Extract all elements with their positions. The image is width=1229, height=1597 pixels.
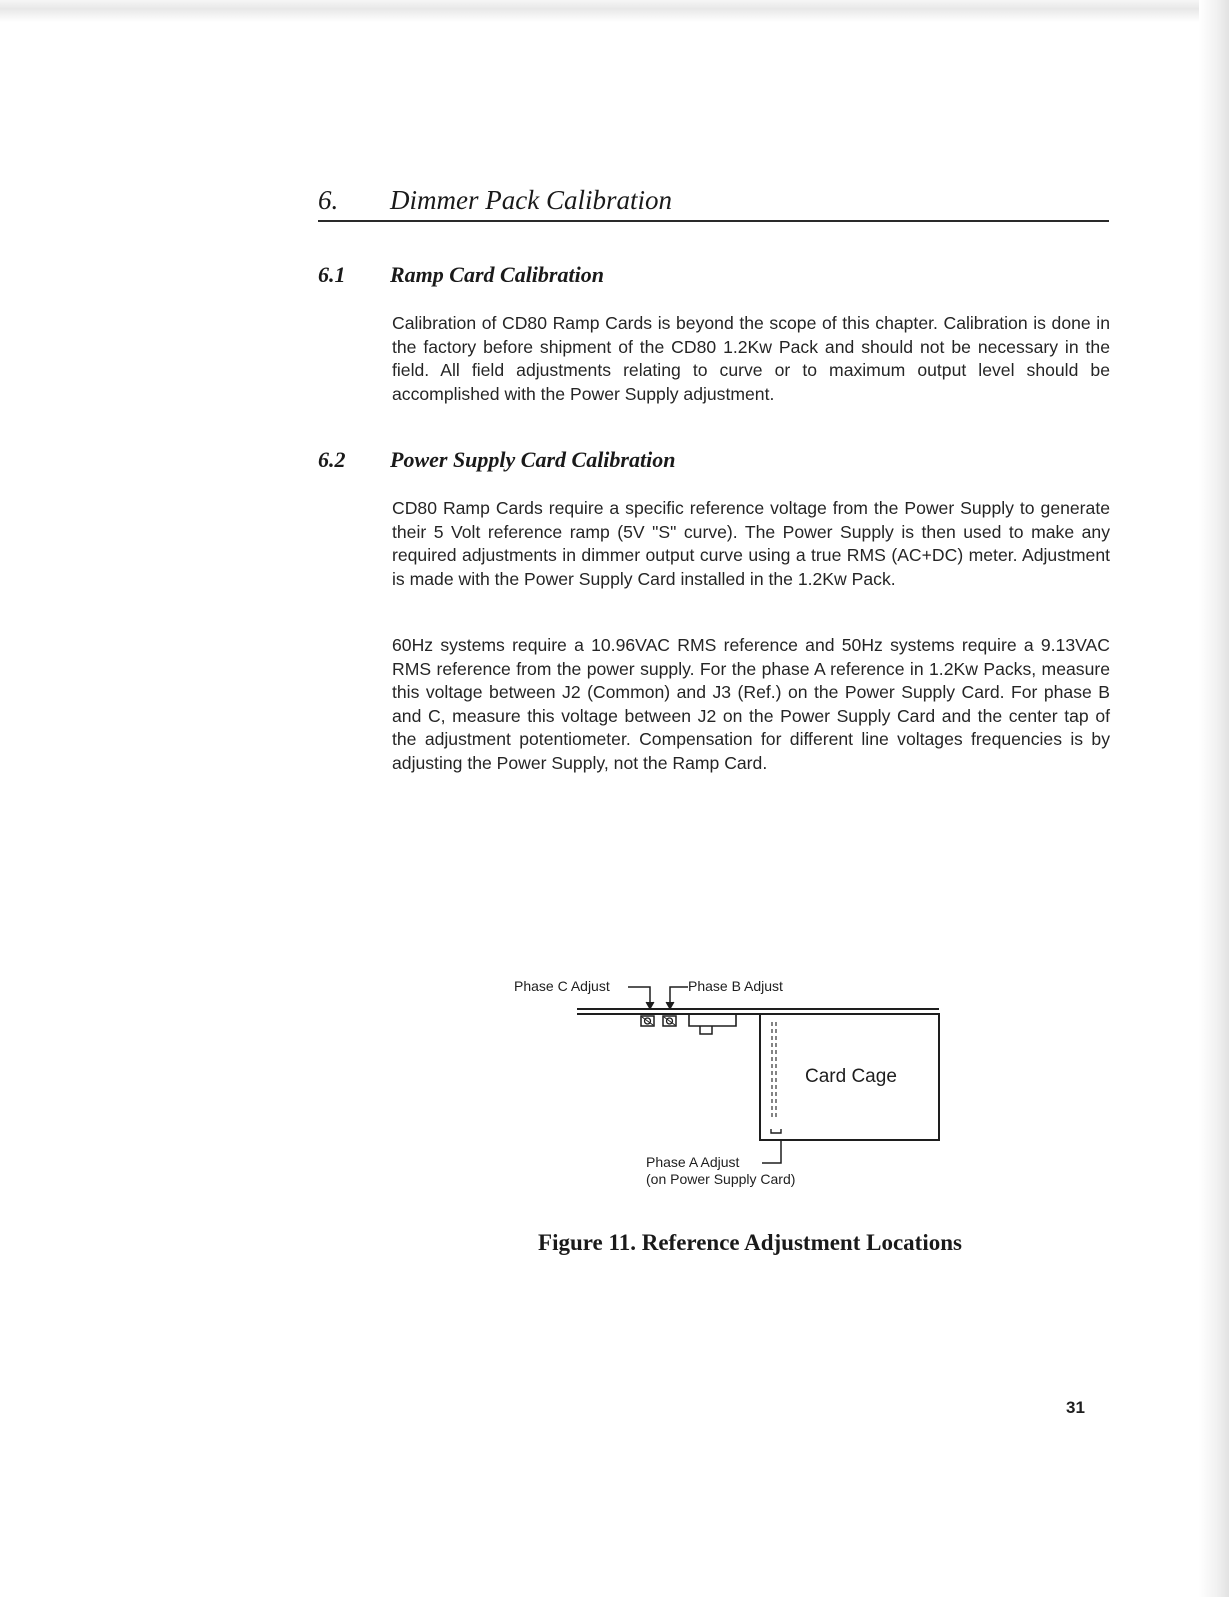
arrow-phase-b [666, 1002, 674, 1009]
figure-caption: Figure 11. Reference Adjustment Locations [538, 1230, 962, 1255]
paragraph-power-supply-1: CD80 Ramp Cards require a specific reference voltage from the Power Supply to generate their 5 Volt reference ramp (5V "S" curve). The Power Supply is then used to make any required adjustments in dimmer output curve using a true RMS (AC+DC) meter. Adjustment is made with the Power Supply Card installed in the 1.2Kw Pack. [392, 498, 1110, 589]
paragraph-power-supply-2: 60Hz systems require a 10.96VAC RMS reference and 50Hz systems require a 9.13VAC RMS reference from the power supply. For the phase A reference in 1.2Kw Packs, measure this voltage between J2 (Common) and J3 (Ref.) on the Power Supply Card. For phase B and C, measure this voltage between J2 on the Power Supply Card and the center tap of the adjustment potentiometer. Compensation for different line voltages frequencies is by adjusting the Power Supply, not the Ramp Card. [392, 635, 1110, 773]
label-phase-c: Phase C Adjust [514, 980, 610, 994]
section-heading-6-1 [318, 262, 1109, 288]
chapter-number: 6. [318, 185, 339, 215]
figure-reference-adjustment [500, 980, 970, 1210]
label-phase-a: Phase A Adjust [646, 1154, 740, 1170]
section-title: Ramp Card Calibration [390, 262, 604, 287]
section-title: Power Supply Card Calibration [390, 447, 676, 472]
section-heading-6-2 [318, 447, 1109, 473]
label-phase-a-note: (on Power Supply Card) [646, 1171, 796, 1187]
phase-a-pot [771, 1129, 781, 1133]
scan-edge-right [1199, 0, 1229, 1597]
label-phase-b: Phase B Adjust [688, 980, 783, 994]
chapter-title: Dimmer Pack Calibration [390, 185, 672, 215]
connector-tab [700, 1026, 712, 1034]
section-number: 6.2 [318, 447, 346, 472]
connector [689, 1015, 736, 1026]
leader-phase-a [762, 1140, 781, 1163]
figure-diagram [500, 980, 970, 1210]
arrow-phase-c [646, 1002, 654, 1009]
page-number: 31 [1066, 1398, 1085, 1417]
section-number: 6.1 [318, 262, 346, 287]
paragraph-ramp-card: Calibration of CD80 Ramp Cards is beyond the scope of this chapter. Calibration is done in the factory before shipment of the CD80 1.2Kw Pack and should not be necessary in the field. All field adjustments relating to curve or to maximum output level should be accomplished with the Power Supply adjustment. [392, 313, 1110, 404]
label-card-cage: Card Cage [805, 1066, 897, 1087]
chapter-heading [318, 185, 1109, 222]
scan-edge-top [0, 0, 1229, 22]
